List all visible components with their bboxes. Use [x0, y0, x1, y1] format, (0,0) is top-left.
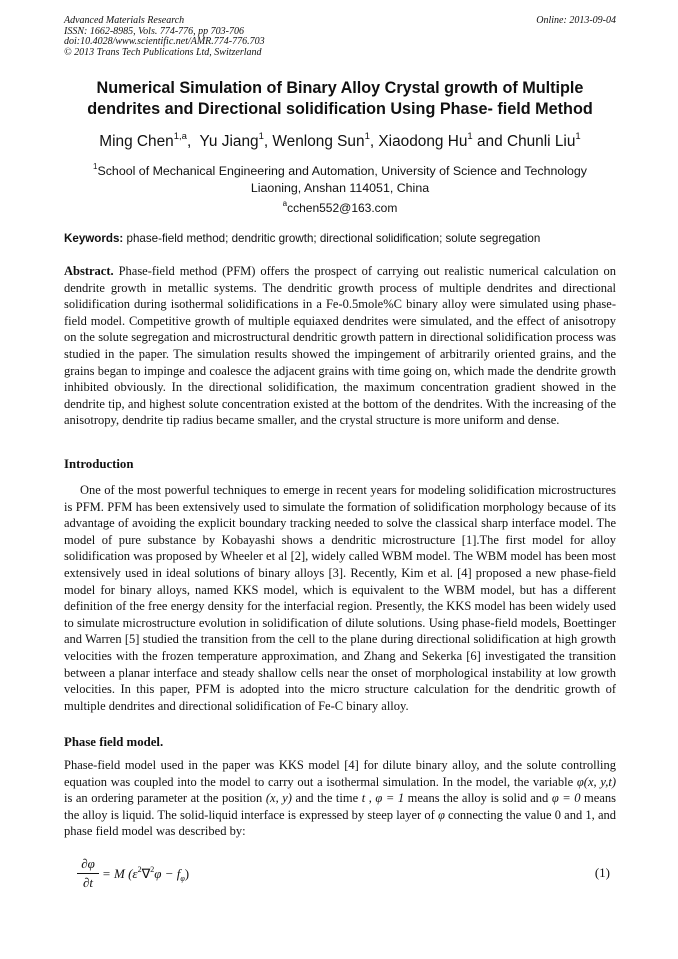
author-sup: 1: [575, 131, 581, 142]
abstract: [64, 263, 616, 429]
author-separator: ,: [369, 133, 379, 150]
author-separator: ,: [263, 133, 273, 150]
pf-text: means the alloy is solid and: [404, 791, 552, 806]
journal-header: [64, 16, 616, 58]
author-name: Chunli Liu: [506, 133, 576, 150]
rhs-part: ∇: [141, 866, 151, 881]
rhs-part: φ − f: [154, 866, 181, 881]
pf-text: means the alloy is liquid. The solid-liquid interface is expressed by steep layer of: [64, 791, 616, 822]
doi-line: doi:10.4028/www.scientific.net/AMR.774-776.703: [64, 36, 265, 47]
author-list: [64, 127, 616, 152]
fraction-bar: [77, 873, 99, 874]
paper-title: [64, 78, 616, 120]
author-sup: 1,a: [173, 131, 187, 142]
rhs-sup: 2: [137, 865, 142, 874]
keywords-label: Keywords:: [64, 232, 124, 245]
abstract-label: Abstract.: [64, 264, 114, 278]
author-sup: 1: [364, 131, 370, 142]
introduction-heading: Introduction: [64, 457, 134, 471]
pf-text: is an ordering parameter at the position: [64, 791, 266, 806]
copyright-line: © 2013 Trans Tech Publications Ltd, Switzerland: [64, 46, 262, 58]
author-separator: ,: [186, 133, 200, 150]
author-name: Yu Jiang: [199, 133, 259, 150]
rhs-part: ): [184, 866, 190, 881]
keywords-text: phase-field method; dendritic growth; directional solidification; solute segregation: [126, 232, 541, 245]
email-sup: a: [282, 199, 288, 208]
author-separator: and: [472, 133, 507, 150]
email: [64, 196, 616, 216]
pf-text: connecting the value 0 and 1, and phase field model was described by:: [64, 807, 616, 839]
equation-number: (1): [594, 865, 610, 880]
pf-math: φ = 1: [375, 791, 405, 806]
pf-text: and the time: [291, 791, 362, 806]
email-address[interactable]: cchen552@163.com: [287, 201, 398, 215]
affiliation-line-1: School of Mechanical Engineering and Automation, University of Science and Technology: [97, 164, 587, 178]
issn-line: ISSN: 1662-8985, Vols. 774-776, pp 703-706: [64, 25, 244, 37]
title-line-1: Numerical Simulation of Binary Alloy Crystal growth of Multiple: [96, 79, 584, 97]
rhs-part: = M (ε: [102, 866, 138, 881]
affiliation: [64, 158, 616, 197]
pf-text: ,: [365, 791, 376, 806]
equation-rhs: [102, 865, 189, 883]
phase-field-paragraph: [64, 757, 616, 840]
pf-math: (x, y): [265, 791, 292, 806]
equation-fraction: [77, 856, 99, 891]
pf-math: φ = 0: [551, 791, 581, 806]
journal-name: Advanced Materials Research: [64, 15, 185, 26]
keywords: [64, 231, 616, 247]
author-name: Wenlong Sun: [272, 133, 365, 150]
equation-1: [64, 856, 616, 896]
author-name: Ming Chen: [99, 133, 174, 150]
rhs-sup: 2: [150, 865, 155, 874]
abstract-text: Phase-field method (PFM) offers the prospect of carrying out realistic numerical calculation on dendrite growth in metallic systems. The dendritic growth process of multiple dendrites and directional solidification during isothermal solidifications in a Fe-0.5mole%C binary alloy were simulated using phase-field model. Competitive growth of multiple equiaxed dendrites were simulated, and the effect of anisotropy on the solute segregation and microstructural dendritic growth pattern in directional solidification process was studied in the paper. The simulation results showed the impingement of arbitrarily oriented grains, and the grains began to impinge and coalesce the adjacent grains with time going on, which made the dendrite growth inhibited obviously. In the directional solidification, the maximum concentration gradient showed in the dendrite tip, and highest solute concentration existed at the bottom of the dendrites. With the increasing of the anisotropy, dendrite tip radius became smaller, and the crystal structure is more uniform and dense.: [64, 264, 617, 428]
pf-math: t: [361, 791, 366, 806]
author-sup: 1: [258, 131, 264, 142]
author-name: Xiaodong Hu: [378, 133, 468, 150]
pf-text: Phase-field model used in the paper was KKS model [4] for dilute binary alloy, and the solute controlling equation was coupled into the model to carry out a isothermal simulation. In the model, the variable: [64, 758, 616, 789]
rhs-sub: φ: [180, 874, 185, 883]
pf-math: φ(x, y,t): [576, 774, 617, 789]
phase-field-heading: Phase field model.: [64, 735, 164, 749]
equation-numerator: ∂φ: [81, 856, 95, 871]
online-date: Online: 2013-09-04: [536, 15, 616, 26]
title-line-2: dendrites and Directional solidification Using Phase- field Method: [87, 100, 593, 118]
pf-math: φ: [437, 807, 445, 822]
equation-denominator: ∂t: [82, 875, 94, 890]
affiliation-line-2: Liaoning, Anshan 114051, China: [250, 181, 430, 195]
author-sup: 1: [467, 131, 473, 142]
introduction-paragraph: One of the most powerful techniques to emerge in recent years for modeling solidification microstructures is PFM. PFM has been extensively used to simulate the formation of solidification morphology because of its advantage of avoiding the explicit boundary tracking needed to solve the classical sharp interface model. The model of pure substance by Kobayashi shows a dendritic microstructure [1].The first model for alloy solidification was proposed by Wheeler et al [2], widely called WBM model. The WBM model has been most extensively used in ideal solutions of binary alloys [3]. Recently, Kim et al. [4] proposed a new phase-field model for binary alloys, named KKS model, which is equivalent to the WBM model, but has a different definition of the free energy density for the interfacial region. Presently, the KKS model has been widely used to simulate microstructure evolution in solidification of dilute solutions. Using phase-field models, Boettinger and Warren [5] studied the transition from the cell to the plane during directional solidification at high growth velocities with the frozen temperature approximation, and Zhang and Sekerka [6] investigated the transition between a planar interface and steady shallow cells near the onset of morphological instability at low growth velocities. In this paper, PFM is adopted into the micro structure calculation for the dendritic growth of multiple dendrites and directional solidification of Fe-C binary alloy.: [64, 483, 616, 713]
affiliation-sup: 1: [93, 162, 98, 171]
